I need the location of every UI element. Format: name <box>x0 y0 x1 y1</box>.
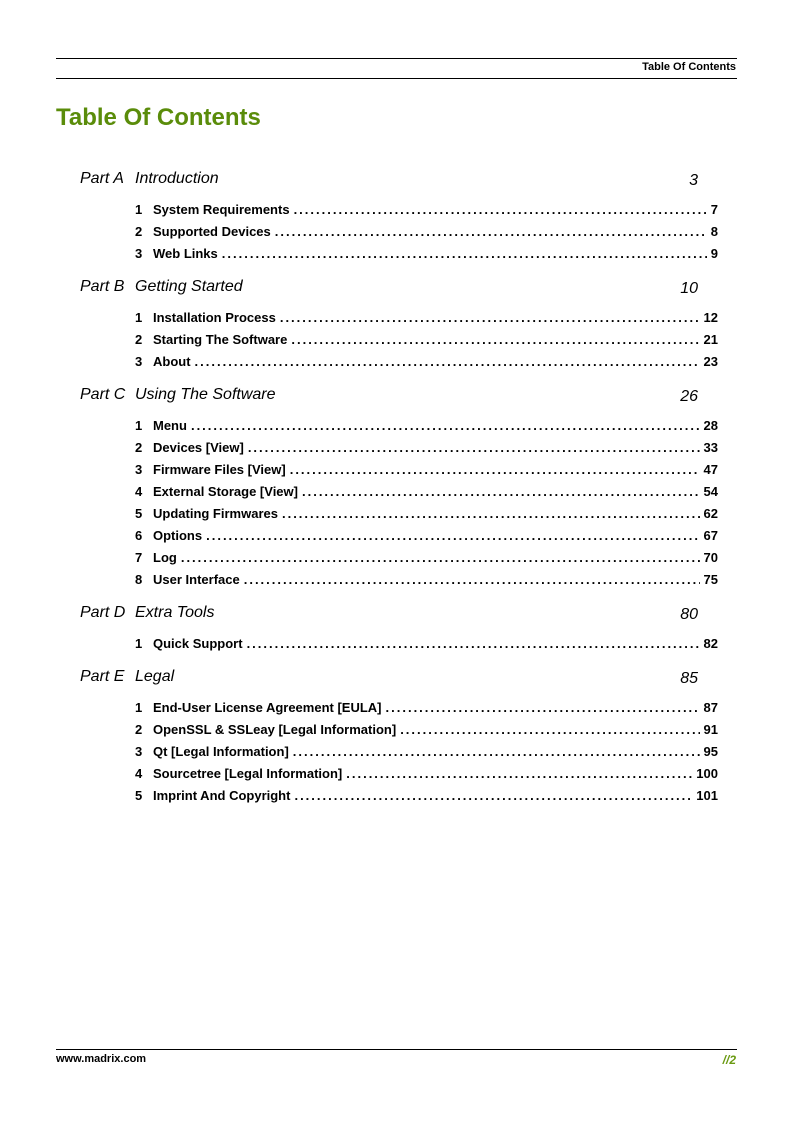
toc-entry-page-number: 95 <box>703 744 718 759</box>
toc-entry-page-number: 23 <box>703 354 718 369</box>
toc-entry[interactable] <box>135 636 718 658</box>
part-label: Part E <box>80 668 125 685</box>
toc-entry[interactable] <box>135 550 718 572</box>
toc-entry[interactable] <box>135 766 718 788</box>
toc-entry[interactable] <box>135 440 718 462</box>
part-title: Legal <box>135 668 175 685</box>
toc-dot-leader <box>181 550 700 565</box>
toc-dot-leader <box>244 572 700 587</box>
toc-dot-leader <box>294 788 692 803</box>
footer-website[interactable]: www.madrix.com <box>56 1053 147 1065</box>
toc-entry-number: 2 <box>135 332 143 347</box>
toc-entry-number: 8 <box>135 572 143 587</box>
toc-entry-number: 1 <box>135 310 143 325</box>
part-title: Introduction <box>135 170 219 187</box>
footer-page-number: //2 <box>722 1053 736 1067</box>
footer-rule <box>56 1049 737 1050</box>
toc-entry-list <box>0 202 793 268</box>
toc-entry-title: Starting The Software <box>153 332 288 347</box>
toc-entry-page-number: 28 <box>703 418 718 433</box>
toc-entry-page-number: 67 <box>703 528 718 543</box>
toc-entry-title: Quick Support <box>153 636 243 651</box>
toc-entry-page-number: 87 <box>703 700 718 715</box>
toc-entry-title: System Requirements <box>153 202 290 217</box>
toc-entry-title: Options <box>153 528 203 543</box>
toc-entry-page-number: 62 <box>703 506 718 521</box>
toc-entry-title: Updating Firmwares <box>153 506 278 521</box>
toc-entry-page-number: 100 <box>696 766 718 781</box>
toc-entry[interactable] <box>135 246 718 268</box>
toc-entry-number: 3 <box>135 354 143 369</box>
part-page-number: 10 <box>680 280 698 297</box>
toc-entry-title: Log <box>153 550 177 565</box>
toc-entry-page-number: 70 <box>703 550 718 565</box>
toc-entry-page-number: 21 <box>703 332 718 347</box>
toc-entry[interactable] <box>135 202 718 224</box>
toc-entry-title: User Interface <box>153 572 240 587</box>
toc-part[interactable] <box>0 276 793 306</box>
toc-entry-number: 5 <box>135 506 143 521</box>
toc-part[interactable] <box>0 602 793 632</box>
toc-dot-leader <box>302 484 700 499</box>
part-page-number: 3 <box>689 172 698 189</box>
part-label: Part D <box>80 604 126 621</box>
running-header-title: Table Of Contents <box>642 61 736 73</box>
part-label: Part C <box>80 386 126 403</box>
part-label: Part B <box>80 278 125 295</box>
toc-part[interactable] <box>0 666 793 696</box>
header-rule-bottom <box>56 78 737 79</box>
toc-entry-number: 3 <box>135 246 143 261</box>
toc-entry-title: Firmware Files [View] <box>153 462 286 477</box>
toc-entry-list <box>0 418 793 594</box>
toc-entry-page-number: 75 <box>703 572 718 587</box>
part-title: Getting Started <box>135 278 243 295</box>
toc-entry-title: Imprint And Copyright <box>153 788 291 803</box>
toc-dot-leader <box>346 766 692 781</box>
toc-entry[interactable] <box>135 224 718 246</box>
toc-entry-title: Devices [View] <box>153 440 244 455</box>
toc-entry-list <box>0 636 793 658</box>
part-page-number: 26 <box>680 388 698 405</box>
toc-dot-leader <box>247 636 700 651</box>
toc-dot-leader <box>191 418 700 433</box>
toc-entry-number: 4 <box>135 766 143 781</box>
toc-entry-title: Qt [Legal Information] <box>153 744 289 759</box>
toc-dot-leader <box>400 722 699 737</box>
toc-entry[interactable] <box>135 354 718 376</box>
part-label: Part A <box>80 170 124 187</box>
page-title: Table Of Contents <box>56 104 261 131</box>
toc-entry-title: External Storage [View] <box>153 484 298 499</box>
toc-entry-number: 3 <box>135 744 143 759</box>
toc-entry-number: 6 <box>135 528 143 543</box>
toc-dot-leader <box>195 354 700 369</box>
toc-dot-leader <box>386 700 700 715</box>
toc-entry-list <box>0 700 793 810</box>
toc-entry-title: Menu <box>153 418 187 433</box>
toc-entry-number: 1 <box>135 700 143 715</box>
toc-entry-number: 2 <box>135 440 143 455</box>
toc-entry[interactable] <box>135 744 718 766</box>
toc-entry-number: 1 <box>135 636 143 651</box>
toc-entry-page-number: 91 <box>703 722 718 737</box>
toc-entry-title: Web Links <box>153 246 218 261</box>
toc-entry-number: 1 <box>135 418 143 433</box>
part-page-number: 80 <box>680 606 698 623</box>
toc-part[interactable] <box>0 168 793 198</box>
toc-entry-title: About <box>153 354 191 369</box>
toc-entry-title: Installation Process <box>153 310 276 325</box>
header-rule-top <box>56 58 737 59</box>
toc-entry-page-number: 12 <box>703 310 718 325</box>
toc-entry-page-number: 101 <box>696 788 718 803</box>
toc-dot-leader <box>206 528 699 543</box>
toc-dot-leader <box>280 310 700 325</box>
toc-entry-list <box>0 310 793 376</box>
toc-entry-title: OpenSSL & SSLeay [Legal Information] <box>153 722 397 737</box>
toc-dot-leader <box>248 440 700 455</box>
toc-entry[interactable] <box>135 700 718 722</box>
toc-entry-number: 2 <box>135 224 143 239</box>
toc-entry[interactable] <box>135 506 718 528</box>
toc-entry-number: 1 <box>135 202 143 217</box>
table-of-contents <box>0 166 793 818</box>
toc-entry-page-number: 54 <box>703 484 718 499</box>
toc-entry-number: 5 <box>135 788 143 803</box>
toc-entry-page-number: 9 <box>710 246 718 261</box>
toc-entry[interactable] <box>135 528 718 550</box>
toc-entry-page-number: 82 <box>703 636 718 651</box>
toc-entry[interactable] <box>135 722 718 744</box>
toc-entry-page-number: 7 <box>710 202 718 217</box>
toc-entry[interactable] <box>135 332 718 354</box>
toc-entry-page-number: 33 <box>703 440 718 455</box>
toc-dot-leader <box>282 506 700 521</box>
toc-entry-page-number: 8 <box>710 224 718 239</box>
toc-dot-leader <box>275 224 707 239</box>
toc-entry-title: Sourcetree [Legal Information] <box>153 766 343 781</box>
toc-entry-number: 2 <box>135 722 143 737</box>
part-title: Extra Tools <box>135 604 215 621</box>
toc-dot-leader <box>293 744 700 759</box>
toc-entry-number: 3 <box>135 462 143 477</box>
part-page-number: 85 <box>680 670 698 687</box>
toc-dot-leader <box>222 246 707 261</box>
toc-entry-title: Supported Devices <box>153 224 271 239</box>
toc-entry-page-number: 47 <box>703 462 718 477</box>
toc-entry[interactable] <box>135 788 718 810</box>
toc-entry-title: End-User License Agreement [EULA] <box>153 700 382 715</box>
part-title: Using The Software <box>135 386 276 403</box>
toc-dot-leader <box>291 332 699 347</box>
toc-entry[interactable] <box>135 310 718 332</box>
toc-entry[interactable] <box>135 484 718 506</box>
toc-entry-number: 7 <box>135 550 143 565</box>
toc-part[interactable] <box>0 384 793 414</box>
toc-dot-leader <box>290 462 700 477</box>
toc-entry[interactable] <box>135 572 718 594</box>
toc-entry[interactable] <box>135 418 718 440</box>
toc-dot-leader <box>294 202 707 217</box>
toc-entry[interactable] <box>135 462 718 484</box>
toc-entry-number: 4 <box>135 484 143 499</box>
